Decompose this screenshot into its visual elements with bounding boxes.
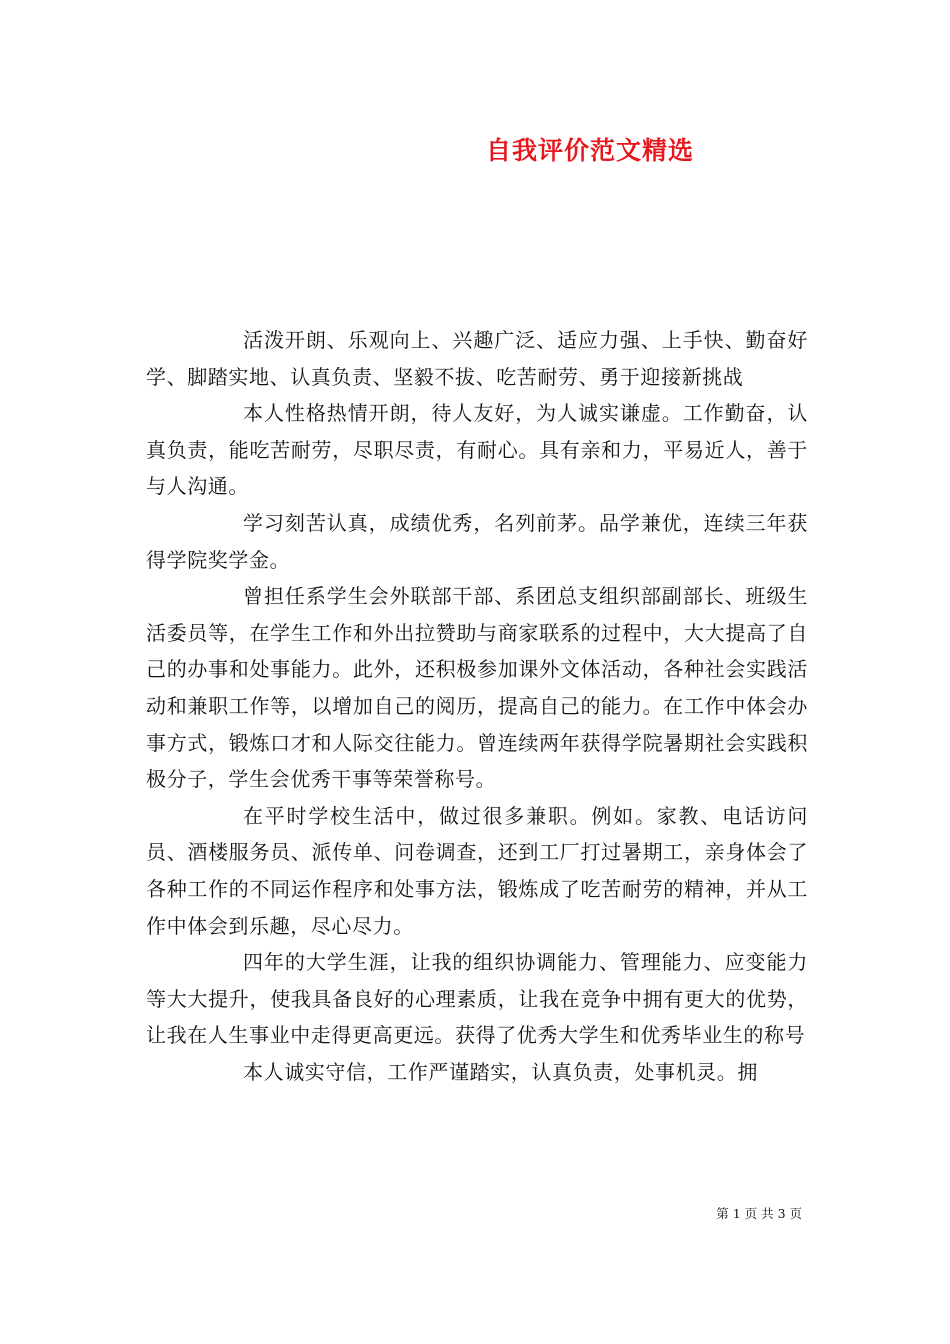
document-title: 自我评价范文精选 [485, 136, 694, 165]
paragraph-college-years: 四年的大学生涯，让我的组织协调能力、管理能力、应变能力等大大提升，使我具备良好的心理素质，让我在竞争中拥有更大的优势，让我在人生事业中走得更高更远。获得了优秀大学生和优秀毕业生的称号 [146, 950, 808, 1048]
paragraph-part-time: 在平时学校生活中，做过很多兼职。例如。家教、电话访问员、酒楼服务员、派传单、问卷调查，还到工厂打过暑期工，亲身体会了各种工作的不同运作程序和处事方法，锻炼成了吃苦耐劳的精神，并从工作中体会到乐趣，尽心尽力。 [146, 803, 808, 938]
paragraph-integrity: 本人诚实守信，工作严谨踏实，认真负责，处事机灵。拥 [243, 1059, 758, 1084]
paragraph-student-union: 曾担任系学生会外联部干部、系团总支组织部副部长、班级生活委员等，在学生工作和外出拉赞助与商家联系的过程中，大大提高了自己的办事和处事能力。此外，还积极参加课外文体活动，各种社会实践活动和兼职工作等，以增加自己的阅历，提高自己的能力。在工作中体会办事方式，锻炼口才和人际交往能力。曾连续两年获得学院暑期社会实践积极分子，学生会优秀干事等荣誉称号。 [146, 584, 808, 792]
paragraph-personality: 本人性格热情开朗，待人友好，为人诚实谦虚。工作勤奋，认真负责，能吃苦耐劳，尽职尽责，有耐心。具有亲和力，平易近人，善于与人沟通。 [146, 401, 808, 499]
document-body [146, 322, 808, 1090]
paragraph-study: 学习刻苦认真，成绩优秀，名列前茅。品学兼优，连续三年获得学院奖学金。 [146, 510, 808, 572]
paragraph-traits: 活泼开朗、乐观向上、兴趣广泛、适应力强、上手快、勤奋好学、脚踏实地、认真负责、坚毅不拔、吃苦耐劳、勇于迎接新挑战 [146, 328, 808, 389]
page-number: 第 1 页 共 3 页 [716, 1206, 802, 1221]
